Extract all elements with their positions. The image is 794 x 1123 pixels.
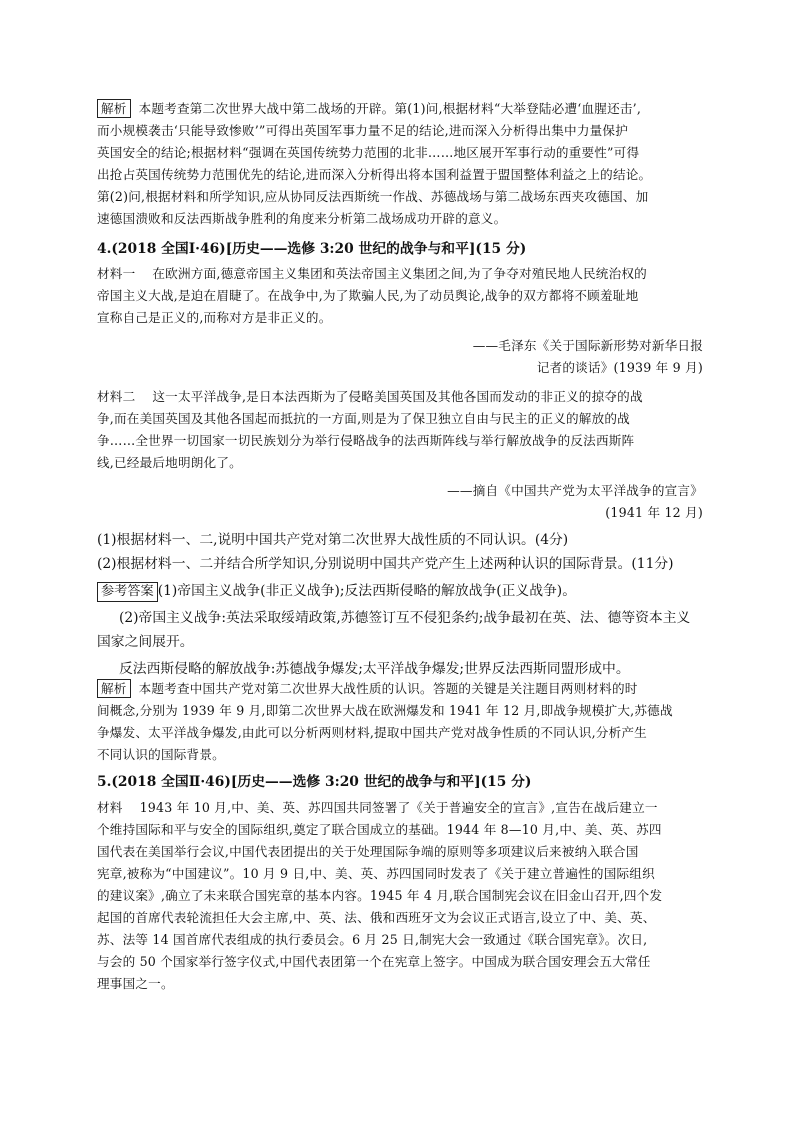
material-source: ——摘自《中国共产党为太平洋战争的宣言》 — [447, 483, 703, 498]
analysis-line: 间概念,分别为 1939 年 9 月,即第二次世界大战在欧洲爆发和 1941 年 12 月,即战争规模扩大,苏德战 — [97, 703, 673, 718]
analysis-line: 速德国溃败和反法西斯战争胜利的角度来分析第二战场成功开辟的意义。 — [97, 211, 507, 226]
material-line: 争……全世界一切国家一切民族划分为举行侵略战争的法西斯阵线与举行解放战争的反法西斯阵 — [97, 433, 635, 448]
analysis-line: 本题考查中国共产党对第二次世界大战性质的认识。答题的关键是关注题目两则材料的时 — [138, 681, 638, 696]
analysis-line: 英国安全的结论;根据材料“强调在英国传统势力范围的北非……地区展开军事行动的重要性”可得 — [97, 145, 640, 160]
material-source: 记者的谈话》(1939 年 9 月) — [536, 360, 703, 375]
analysis-line: 争爆发、太平洋战争爆发,由此可以分析两则材料,提取中国共产党对战争性质的不同认识,分析产生 — [97, 725, 647, 740]
material-line: 宣称自己是正义的,而称对方是非正义的。 — [97, 310, 332, 325]
analysis-tag: 解析 — [97, 99, 131, 118]
material-source: ——毛泽东《关于国际新形势对新华日报 — [472, 338, 703, 353]
question-4-prompts — [97, 528, 703, 576]
material-line: 在欧洲方面,德意帝国主义集团和英法帝国主义集团之间,为了争夺对殖民地人民统治权的 — [152, 266, 647, 281]
material-line: 线,已经最后地明朗化了。 — [97, 455, 242, 470]
analysis-line: 出抢占英国传统势力范围优先的结论,进而深入分析得出将本国利益置于盟国整体利益之上的结论。 — [97, 167, 652, 182]
material-label: 材料二 — [97, 389, 136, 404]
material-line: 理事国之一。 — [97, 976, 174, 991]
material-source: (1941 年 12 月) — [605, 505, 703, 520]
sub-question: (1)根据材料一、二,说明中国共产党对第二次世界大战性质的不同认识。(4分) — [97, 532, 569, 548]
analysis-line: 而小规模袭击‘只能导致惨败’”可得出英国军事力量不足的结论,进而深入分析得出集中力量保护 — [97, 123, 628, 138]
answer-tag: 参考答案 — [97, 582, 158, 602]
analysis-tag: 解析 — [97, 679, 131, 698]
material-line: 宪章,被称为“中国建议”。10 月 9 日,中、美、英、苏四国同时发表了《关于建立普遍性的国际组织 — [97, 866, 655, 881]
material-label: 材料一 — [97, 266, 136, 281]
material-line: 1943 年 10 月,中、美、英、苏四国共同签署了《关于普遍安全的宣言》,宣告在战后建立一 — [139, 800, 658, 815]
material-q5 — [97, 797, 703, 995]
question-header-text: 4.(2018 全国Ⅰ·46)[历史——选修 3:20 世纪的战争与和平](15 分) — [97, 241, 527, 257]
analysis-line: 不同认识的国际背景。 — [97, 747, 225, 762]
material-2 — [97, 386, 703, 524]
analysis-q3 — [97, 98, 703, 230]
material-line: 国代表在美国举行会议,中国代表团提出的关于处理国际争端的原则等多项建议后来被纳入联合国 — [97, 844, 639, 859]
material-line: 个维持国际和平与安全的国际组织,奠定了联合国成立的基础。1944 年 8—10 月,中、美、英、苏四 — [97, 822, 662, 837]
answer-line: (1)帝国主义战争(非正义战争);反法西斯侵略的解放战争(正义战争)。 — [157, 583, 576, 599]
material-line: 这一太平洋战争,是日本法西斯为了侵略美国英国及其他各国而发动的非正义的掠夺的战 — [152, 389, 643, 404]
answer-line: 反法西斯侵略的解放战争:苏德战争爆发;太平洋战争爆发;世界反法西斯同盟形成中。 — [119, 661, 630, 677]
analysis-q4 — [97, 678, 703, 766]
reference-answer — [97, 579, 703, 681]
material-line: 争,而在美国英国及其他各国起而抵抗的一方面,则是为了保卫独立自由与民主的正义的解放的战 — [97, 411, 630, 426]
material-line: 与会的 50 个国家举行签字仪式,中国代表团第一个在宪章上签字。中国成为联合国安理会五大常任 — [97, 954, 651, 969]
question-header-text: 5.(2018 全国Ⅱ·46)[历史——选修 3:20 世纪的战争与和平](15 分) — [97, 774, 532, 790]
material-line: 苏、法等 14 国首席代表组成的执行委员会。6 月 25 日,制宪大会一致通过《联合国宪章》。次日, — [97, 932, 648, 947]
material-line: 帝国主义大战,是迫在眉睫了。在战争中,为了欺骗人民,为了动员舆论,战争的双方都将不顾羞耻地 — [97, 288, 639, 303]
material-line: 的建议案》,确立了未来联合国宪章的基本内容。1945 年 4 月,联合国制宪会议在旧金山召开,四个发 — [97, 888, 663, 903]
question-5-header — [97, 770, 703, 794]
sub-question: (2)根据材料一、二并结合所学知识,分别说明中国共产党产生上述两种认识的国际背景。(11分) — [97, 556, 674, 572]
analysis-line: 第(2)问,根据材料和所学知识,应从协同反法西斯统一作战、苏德战场与第二战场东西夹攻德国、加 — [97, 189, 649, 204]
answer-line: (2)帝国主义战争:英法采取绥靖政策,苏德签订互不侵犯条约;战争最初在英、法、德等资本主义 — [119, 610, 691, 626]
answer-line: 国家之间展开。 — [97, 634, 194, 650]
analysis-line: 本题考查第二次世界大战中第二战场的开辟。第(1)问,根据材料“大举登陆必遭‘血腥还击’, — [138, 101, 642, 116]
material-label: 材料 — [97, 800, 123, 815]
question-4-header — [97, 237, 703, 261]
material-line: 起国的首席代表轮流担任大会主席,中、英、法、俄和西班牙文为会议正式语言,设立了中、美、英、 — [97, 910, 656, 925]
material-1 — [97, 263, 703, 379]
